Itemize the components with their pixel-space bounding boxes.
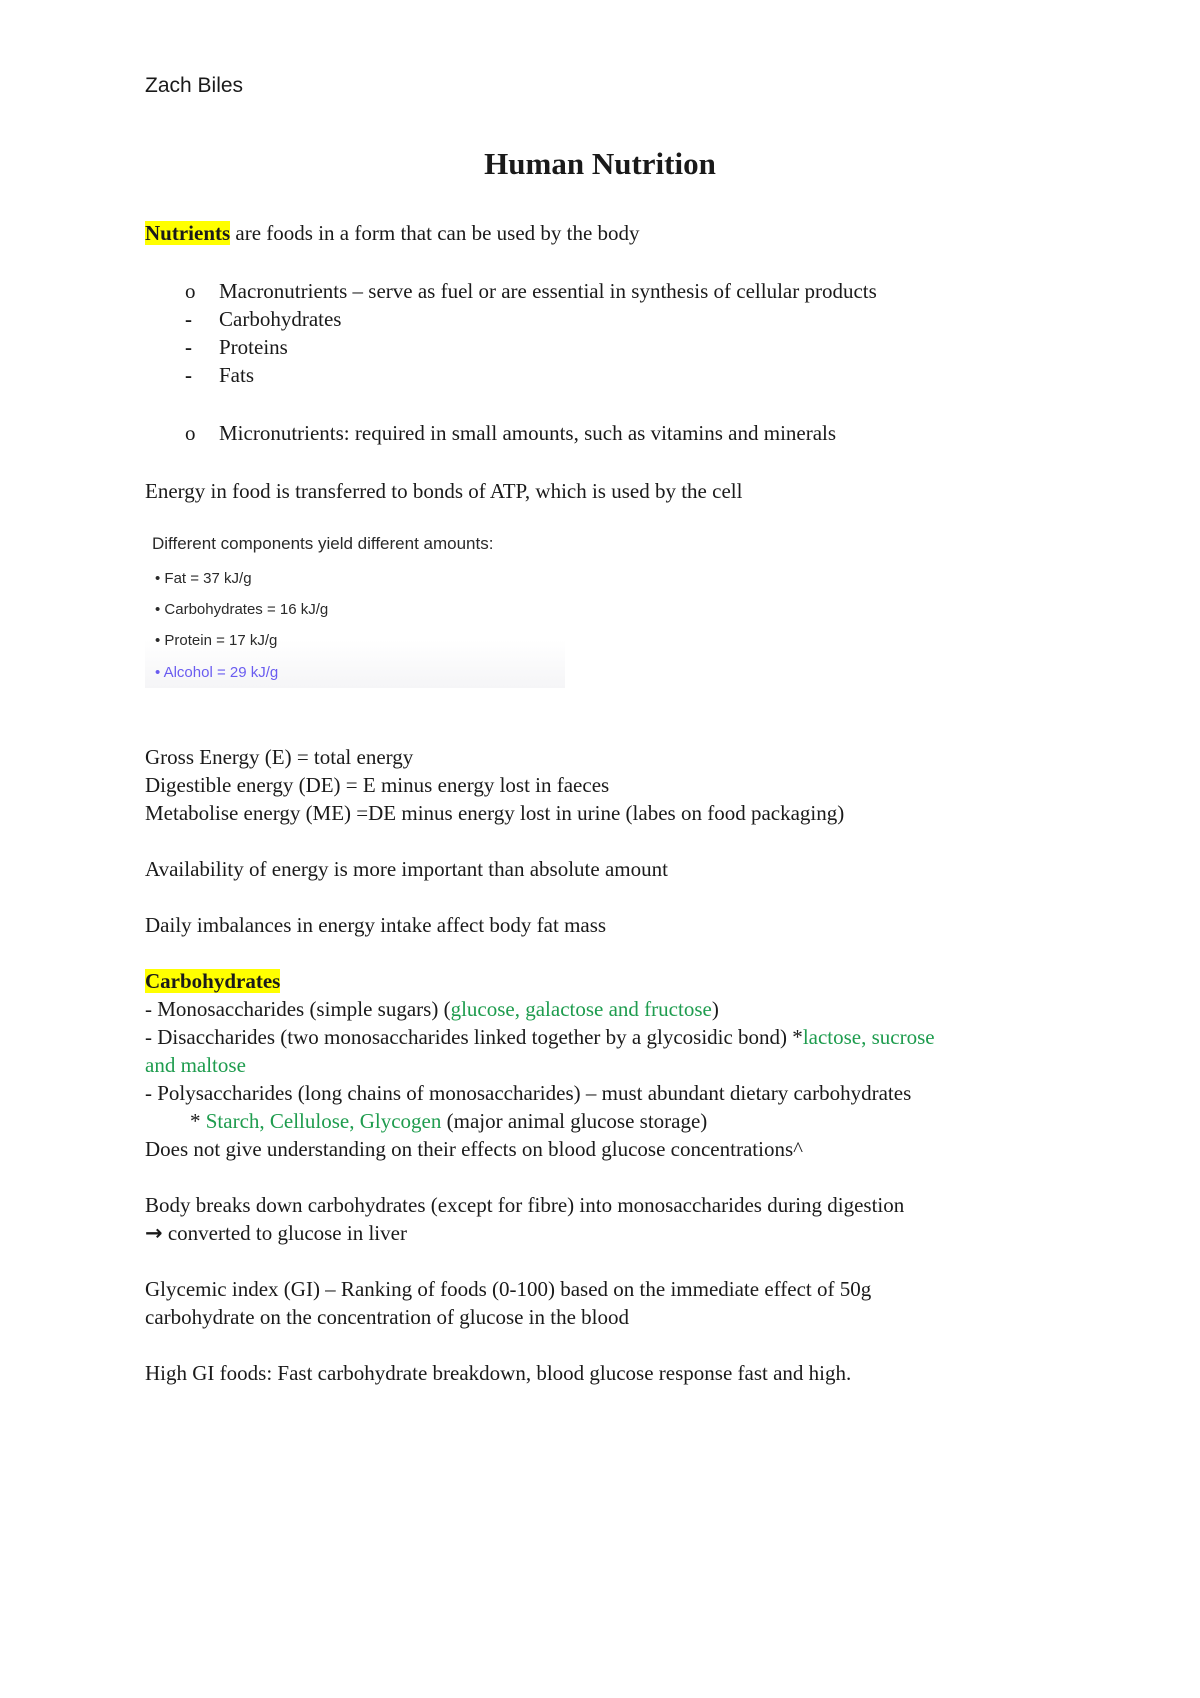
mono-examples: glucose, galactose and fructose: [450, 997, 712, 1021]
metabolise-energy-line: Metabolise energy (ME) =DE minus energy lost in urine (labes on food packaging): [145, 801, 845, 825]
disaccharides-line: [145, 1024, 935, 1050]
imbalance-line: Daily imbalances in energy intake affect body fat mass: [145, 913, 607, 937]
document-title: Human Nutrition: [484, 146, 716, 181]
mono-close: ): [711, 997, 719, 1021]
poly-note: (major animal glucose storage): [441, 1109, 708, 1133]
fat-dash: -: [185, 363, 192, 387]
gross-energy-line: Gross Energy (E) = total energy: [145, 745, 414, 769]
macro-bullet: o: [185, 279, 196, 303]
disaccharides-examples-cont: and maltose: [145, 1053, 246, 1077]
right-arrow-icon: →: [145, 1221, 163, 1245]
polysaccharides-line: - Polysaccharides (long chains of monosaccharides) – must abundant dietary carbohydrates: [145, 1081, 912, 1105]
macronutrients-line: Macronutrients – serve as fuel or are essential in synthesis of cellular products: [219, 279, 877, 303]
digestible-energy-line: Digestible energy (DE) = E minus energy lost in faeces: [145, 773, 610, 797]
high-gi-line: High GI foods: Fast carbohydrate breakdown, blood glucose response fast and high.: [145, 1361, 852, 1385]
monosaccharides-line: [145, 996, 719, 1022]
availability-line: Availability of energy is more important than absolute amount: [145, 857, 668, 881]
figure-item-alcohol: • Alcohol = 29 kJ/g: [155, 664, 279, 681]
glucose-concentration-note: Does not give understanding on their effects on blood glucose concentrations^: [145, 1137, 803, 1161]
liver-text: converted to glucose in liver: [162, 1221, 407, 1245]
poly-asterisk: *: [190, 1109, 206, 1133]
figure-item-fat: • Fat = 37 kJ/g: [155, 570, 252, 587]
polysaccharides-examples: [190, 1108, 707, 1134]
figure-item-carbohydrates: • Carbohydrates = 16 kJ/g: [155, 601, 329, 618]
carb-dash: -: [185, 307, 192, 331]
figure-heading: Different components yield different amounts:: [152, 534, 494, 553]
poly-examples: Starch, Cellulose, Glycogen: [205, 1109, 442, 1133]
list-item-fats: Fats: [219, 363, 255, 387]
author-name: Zach Biles: [145, 74, 244, 97]
carbohydrates-heading: [145, 968, 280, 994]
micro-bullet: o: [185, 421, 196, 445]
nutrients-definition: [145, 220, 640, 246]
figure-item-protein: • Protein = 17 kJ/g: [155, 632, 278, 649]
di-examples: lactose, sucrose: [802, 1025, 935, 1049]
glycemic-index-line-cont: carbohydrate on the concentration of glucose in the blood: [145, 1305, 630, 1329]
nutrients-term: Nutrients: [145, 221, 231, 245]
carbohydrates-heading-text: Carbohydrates: [145, 969, 281, 993]
nutrients-text: are foods in a form that can be used by the body: [230, 221, 640, 245]
energy-yield-figure: [145, 528, 565, 688]
protein-dash: -: [185, 335, 192, 359]
di-text: - Disaccharides (two monosaccharides linked together by a glycosidic bond) *: [145, 1025, 803, 1049]
list-item-proteins: Proteins: [219, 335, 288, 359]
breakdown-line: Body breaks down carbohydrates (except for fibre) into monosaccharides during digestion: [145, 1193, 905, 1217]
glycemic-index-line: Glycemic index (GI) – Ranking of foods (0-100) based on the immediate effect of 50g: [145, 1277, 872, 1301]
liver-conversion-line: [145, 1220, 407, 1246]
mono-text: - Monosaccharides (simple sugars) (: [145, 997, 451, 1021]
list-item-carbohydrates: Carbohydrates: [219, 307, 342, 331]
micronutrients-line: Micronutrients: required in small amounts, such as vitamins and minerals: [219, 421, 837, 445]
energy-atp-line: Energy in food is transferred to bonds of ATP, which is used by the cell: [145, 479, 743, 503]
